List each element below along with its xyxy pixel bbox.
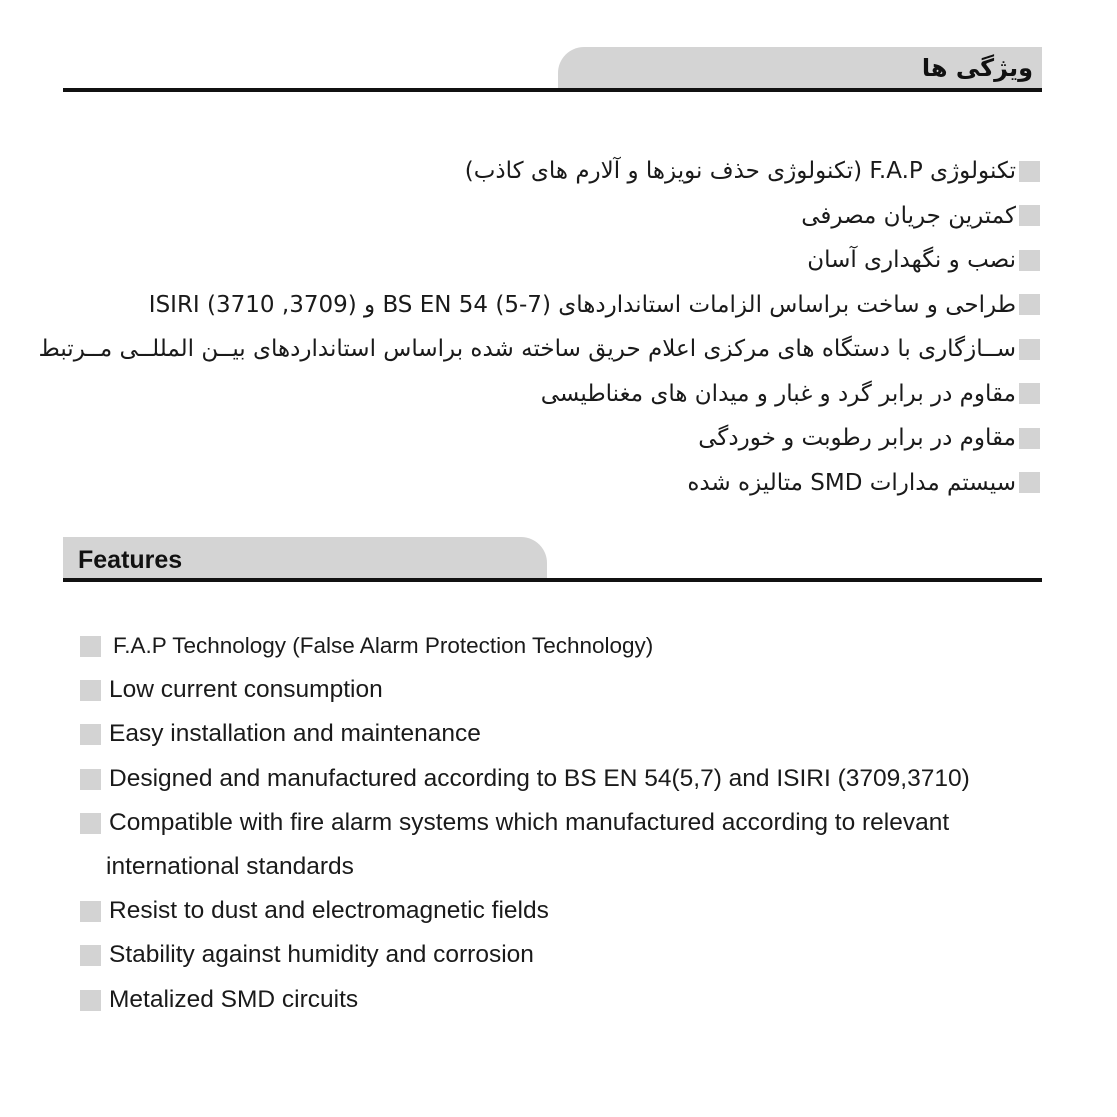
feature-item — [80, 668, 970, 712]
persian-feature-text: طراحی و ساخت براساس الزامات استانداردهای (7-5) BS EN 54 و (3709, 3710) ISIRI — [148, 291, 1016, 318]
bullet-square-icon — [80, 769, 101, 790]
bullet-square-icon — [1019, 428, 1040, 449]
persian-feature-list — [39, 149, 1040, 505]
persian-feature-item — [39, 238, 1040, 283]
feature-text: Low current consumption — [109, 676, 383, 704]
persian-feature-text: سیستم مدارات SMD متالیزه شده — [687, 469, 1016, 496]
bullet-square-icon — [1019, 294, 1040, 315]
feature-item — [80, 624, 970, 668]
persian-feature-item — [39, 416, 1040, 461]
persian-section-divider — [63, 88, 1042, 92]
persian-feature-text: کمترین جریان مصرفی — [801, 202, 1016, 229]
persian-section-title: ویژگی ها — [921, 54, 1033, 82]
bullet-square-icon — [1019, 383, 1040, 404]
bullet-square-icon — [80, 945, 101, 966]
bullet-square-icon — [1019, 339, 1040, 360]
feature-text: international standards — [106, 852, 354, 880]
features-section-divider — [63, 578, 1042, 582]
bullet-square-icon — [80, 680, 101, 701]
persian-feature-item — [39, 327, 1040, 372]
persian-feature-text: تکنولوژی F.A.P (تکنولوژی حذف نویزها و آلارم های کاذب) — [464, 158, 1016, 185]
bullet-square-icon — [1019, 205, 1040, 226]
bullet-square-icon — [1019, 250, 1040, 271]
bullet-square-icon — [80, 901, 101, 922]
feature-item — [80, 712, 970, 756]
persian-feature-item — [39, 194, 1040, 239]
persian-feature-text: نصب و نگهداری آسان — [807, 247, 1016, 274]
bullet-square-icon — [80, 813, 101, 834]
feature-item-continuation — [80, 845, 970, 889]
bullet-square-icon — [80, 724, 101, 745]
persian-feature-text: مقاوم در برابر گرد و غبار و میدان های مغناطیسی — [540, 380, 1016, 407]
feature-text: Compatible with fire alarm systems which manufactured according to relevant — [109, 808, 950, 836]
feature-text: F.A.P Technology (False Alarm Protection Technology) — [113, 633, 654, 658]
persian-feature-item — [39, 372, 1040, 417]
feature-item — [80, 757, 970, 801]
feature-list — [80, 624, 970, 1022]
bullet-square-icon — [80, 990, 101, 1011]
feature-text: Metalized SMD circuits — [109, 985, 359, 1013]
bullet-square-icon — [1019, 161, 1040, 182]
feature-item — [80, 889, 970, 933]
feature-item — [80, 978, 970, 1022]
persian-feature-text: مقاوم در برابر رطوبت و خوردگی — [698, 425, 1016, 452]
feature-item — [80, 801, 970, 845]
feature-text: Designed and manufactured according to BS EN 54(5,7) and ISIRI (3709,3710) — [109, 764, 970, 792]
persian-feature-text: ســازگاری با دستگاه های مرکزی اعلام حریق ساخته شده براساس استانداردهای بیــن المللــی مــرتبط — [38, 336, 1016, 363]
persian-feature-item — [39, 149, 1040, 194]
bullet-square-icon — [1019, 472, 1040, 493]
persian-feature-item — [39, 283, 1040, 328]
feature-text: Resist to dust and electromagnetic fields — [109, 897, 549, 925]
feature-item — [80, 933, 970, 977]
feature-text: Stability against humidity and corrosion — [109, 941, 534, 969]
persian-feature-item — [39, 461, 1040, 506]
bullet-square-icon — [80, 636, 101, 657]
features-section-title: Features — [78, 546, 183, 574]
feature-text: Easy installation and maintenance — [109, 720, 481, 748]
